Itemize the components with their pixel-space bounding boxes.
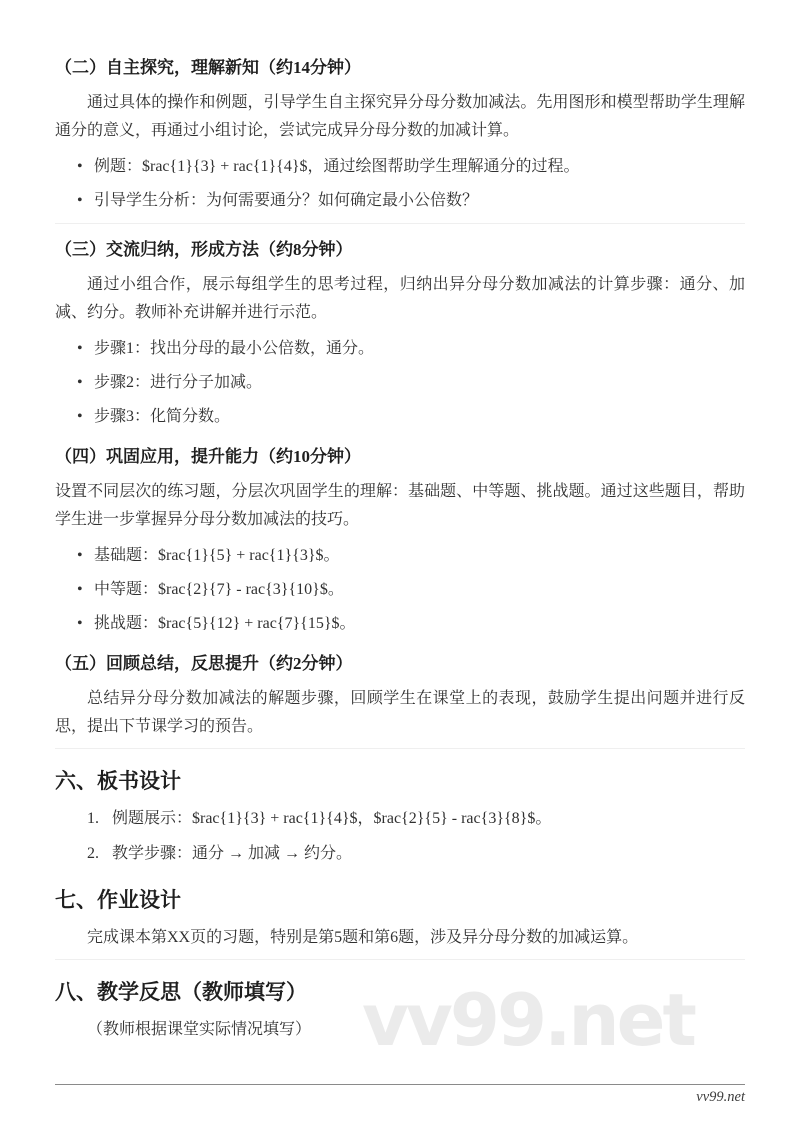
- footer-divider: [55, 1084, 745, 1085]
- section-heading: 六、板书设计: [55, 769, 181, 793]
- section-board-design: [55, 765, 745, 868]
- numbered-list: [55, 805, 745, 868]
- bullet-text: 步骤3：化简分数。: [94, 408, 231, 425]
- bullet-icon: •: [77, 408, 83, 425]
- bullet-text: 中等题：$rac{2}{7} - rac{3}{10}$。: [94, 581, 344, 598]
- section-heading: （四）巩固应用，提升能力（约10分钟）: [55, 447, 361, 466]
- bullet-item: [77, 610, 745, 638]
- section-heading: （二）自主探究，理解新知（约14分钟）: [55, 58, 361, 77]
- bullet-text: 步骤2：进行分子加减。: [94, 374, 263, 391]
- bullet-icon: •: [77, 192, 83, 209]
- section-heading: 七、作业设计: [55, 888, 181, 912]
- bullet-icon: •: [77, 374, 83, 391]
- section-heading: （三）交流归纳，形成方法（约8分钟）: [55, 240, 353, 259]
- bullet-text: 挑战题：$rac{5}{12} + rac{7}{15}$。: [94, 615, 356, 632]
- item-number: 2.: [87, 845, 99, 862]
- bullet-text: 步骤1：找出分母的最小公倍数，通分。: [94, 340, 375, 357]
- bullet-item: [77, 576, 745, 604]
- section-paragraph: 设置不同层次的练习题，分层次巩固学生的理解：基础题、中等题、挑战题。通过这些题目，帮助学生进一步掌握异分母分数加减法的技巧。: [55, 483, 745, 528]
- section-self-exploration: [55, 54, 745, 215]
- section-divider: [55, 748, 745, 749]
- bullet-list: [55, 335, 745, 431]
- section-discussion-summary: [55, 236, 745, 431]
- section-consolidation-practice: [55, 443, 745, 638]
- footer-site-label: vv99.net: [696, 1089, 745, 1105]
- section-paragraph: 总结异分母分数加减法的解题步骤，回顾学生在课堂上的表现，鼓励学生提出问题并进行反思，提出下节课学习的预告。: [55, 690, 745, 735]
- section-divider: [55, 223, 745, 224]
- section-heading: 八、教学反思（教师填写）: [55, 980, 307, 1004]
- document-content: [55, 54, 745, 1107]
- bullet-text: 引导学生分析：为何需要通分？如何确定最小公倍数？: [94, 192, 479, 209]
- section-divider: [55, 959, 745, 960]
- bullet-item: [77, 369, 745, 397]
- bullet-icon: •: [77, 340, 83, 357]
- bullet-item: [77, 403, 745, 431]
- item-number: 1.: [87, 810, 99, 827]
- bullet-item: [77, 335, 745, 363]
- item-text: 教学步骤：通分 → 加减 → 约分。: [112, 845, 353, 862]
- bullet-icon: •: [77, 547, 83, 564]
- watermark: vv99.net: [362, 978, 694, 1062]
- section-paragraph: 通过小组合作，展示每组学生的思考过程，归纳出异分母分数加减法的计算步骤：通分、加减、约分。教师补充讲解并进行示范。: [55, 276, 745, 321]
- section-heading: （五）回顾总结，反思提升（约2分钟）: [55, 654, 353, 673]
- bullet-icon: •: [77, 581, 83, 598]
- section-paragraph: 通过具体的操作和例题，引导学生自主探究异分母分数加减法。先用图形和模型帮助学生理解通分的意义，再通过小组讨论，尝试完成异分母分数的加减计算。: [55, 94, 745, 139]
- bullet-list: [55, 542, 745, 638]
- section-paragraph: （教师根据课堂实际情况填写）: [87, 1021, 312, 1038]
- bullet-list: [55, 153, 745, 215]
- bullet-item: [77, 187, 745, 215]
- bullet-icon: •: [77, 158, 83, 175]
- section-review-reflection: [55, 650, 745, 741]
- section-paragraph: 完成课本第XX页的习题，特别是第5题和第6题，涉及异分母分数的加减运算。: [87, 929, 639, 946]
- bullet-text: 基础题：$rac{1}{5} + rac{1}{3}$。: [94, 547, 340, 564]
- bullet-item: [77, 542, 745, 570]
- bullet-item: [77, 153, 745, 181]
- numbered-item: [87, 805, 745, 833]
- section-homework-design: [55, 884, 745, 952]
- bullet-text: 例题：$rac{1}{3} + rac{1}{4}$，通过绘图帮助学生理解通分的过程。: [94, 158, 580, 175]
- bullet-icon: •: [77, 615, 83, 632]
- item-text: 例题展示：$rac{1}{3} + rac{1}{4}$，$rac{2}{5} - rac{3}{8}$。: [112, 810, 552, 827]
- numbered-item: [87, 840, 745, 868]
- section-teaching-reflection: [55, 976, 745, 1044]
